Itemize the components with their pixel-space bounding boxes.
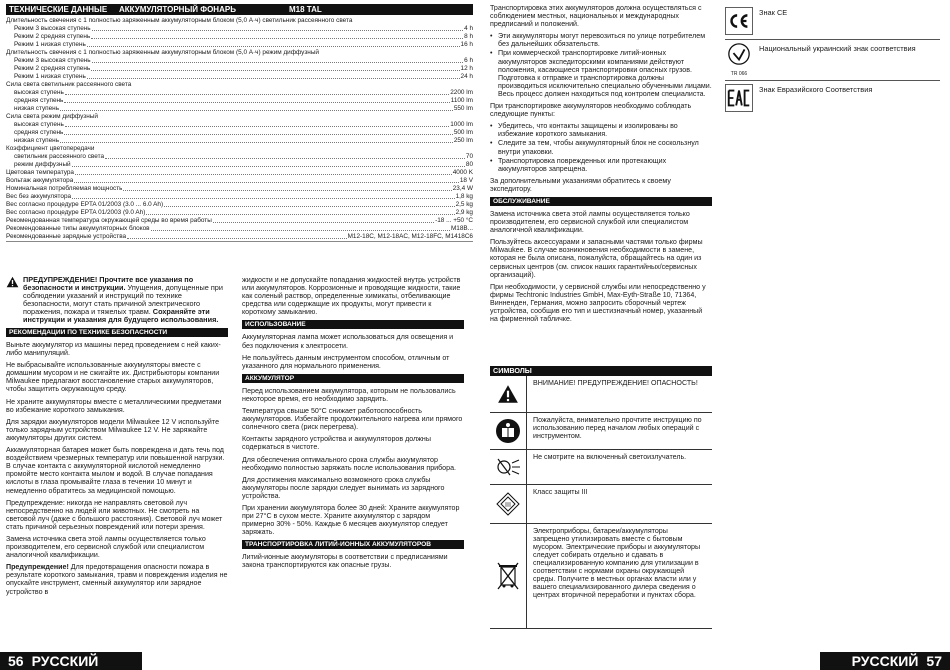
transport-list-2 <box>490 122 712 173</box>
conformity-marks <box>725 4 940 116</box>
page-number-left: 56 <box>8 653 24 669</box>
warning-keep: Сохраняйте эти инструкции и указания для будущего использования. <box>23 307 219 324</box>
section-service: ОБСЛУЖИВАНИЕ <box>490 197 712 206</box>
spec-row <box>6 233 473 242</box>
symbol-row-warning <box>490 376 712 413</box>
ua-mark-group <box>725 42 753 77</box>
spec-label: Режим 3 высокая ступень <box>14 57 91 64</box>
safety-p3: Не храните аккумуляторы вместе с металлическими предметами во избежание короткого замыкания. <box>6 397 222 414</box>
spec-row <box>6 161 473 169</box>
spec-label: Сила света светильник рассеянного света <box>6 81 132 88</box>
language-right: РУССКИЙ <box>851 653 919 669</box>
mark-eac <box>725 81 940 116</box>
spec-value: 16 h <box>460 41 473 48</box>
spec-label: Номинальная потребляемая мощность <box>6 185 123 192</box>
spec-value: 18 V <box>459 177 473 184</box>
spec-row <box>6 105 473 113</box>
transport-p3: При транспортировке аккумуляторов необходимо соблюдать следующие пункты: <box>490 102 692 119</box>
spec-value: 4000 K <box>452 169 473 176</box>
spec-leader-dots <box>92 62 464 63</box>
safety-column <box>6 276 228 600</box>
mark-ua-label: Национальный украинский знак соответствия <box>759 44 916 53</box>
spec-label: Рекомендованные типы аккумуляторных блоков <box>6 225 150 232</box>
safety-p5: Аккамуляторная батарея может быть повреждена и дать течь под воздействием чрезмерных температур или повышенной нагрузки. В случае контакта с аккумуляторной кислотой немедленно промойте место контакта мылом и водой. В случае попадания кислоты в глаза промывайте глаза в течении 10 минут и немедленно обратитесь за медицинской помощью. <box>6 446 225 495</box>
spec-label: высокая ступень <box>14 89 64 96</box>
footer-right <box>820 652 950 670</box>
spec-value: 550 lm <box>453 105 473 112</box>
mark-ce <box>725 4 940 40</box>
spec-label: Вес без аккумулятора <box>6 193 72 200</box>
safety-p1: Выньте аккумулятор из машины перед проведением с ней каких-либо манипуляций. <box>6 341 221 358</box>
safety-p6: Предупреждение: никогда не направлять световой луч непосредственно на людей или животных. Не смотреть на световой луч (даже с большого расстояния). Световой луч может стать причиной серьезных повреждений или потери зрения. <box>6 498 223 531</box>
spec-value: 24 h <box>460 73 473 80</box>
safety-p8-text: Для предотвращения опасности пожара в результате короткого замыкания, травм и повреждения изделия не опускайте инструмент, сменный аккумулятор или зарядное устройство в <box>6 563 228 596</box>
spec-header-title: ТЕХНИЧЕСКИЕ ДАННЫЕ <box>9 5 108 14</box>
section-transport: ТРАНСПОРТИРОВКА ЛИТИЙ-ИОННЫХ АККУМУЛЯТОРОВ <box>242 540 464 549</box>
spec-leader-dots <box>60 110 453 111</box>
spec-label: высокая ступень <box>14 121 64 128</box>
usage-column <box>242 276 464 574</box>
technical-data <box>6 4 473 242</box>
spec-header <box>6 4 473 15</box>
spec-leader-dots <box>60 142 453 143</box>
safety-p8-lead: Предупреждение! <box>6 563 69 572</box>
spec-leader-dots <box>151 230 450 231</box>
section-battery: АККУМУЛЯТОР <box>242 374 464 383</box>
safety-continued: жидкости и не допускайте попадания жидкостей внутрь устройств или аккумуляторов. Коррозионные и проводящие жидкости, такие как соленый раствор, определенные химикаты, отбеливающие средства или содержащие их продукты, могут привести к короткому замыканию. <box>242 276 461 317</box>
service-p2: Пользуйтесь аксессуарами и запасными частями только фирмы Milwaukee. В случае возникновения необходимости в замене, которая не была описана, пожалуйста, обращайтесь на один из сервисных центров (см. список наших гарантийных/сервисных организаций). <box>490 238 703 279</box>
spec-value: 23,4 W <box>452 185 473 192</box>
spec-row <box>6 185 473 193</box>
spec-leader-dots <box>127 238 347 239</box>
spec-label: Рекомендованная температура окружающей среды во время работы <box>6 217 212 224</box>
safety-p2: Не выбрасывайте использованные аккумуляторы вместе с домашним мусором и не сжигайте их. Дистрибьюторы компании Milwaukee предлагают восстановление старых аккумуляторов, чтобы защитить окружающую среду. <box>6 361 220 394</box>
warning-triangle-icon <box>6 276 19 288</box>
spec-row <box>6 25 473 33</box>
spec-row <box>6 73 473 81</box>
service-p3: При необходимости, у сервисной службы или непосредственно у фирмы Techtronic Industries GmbH, Max-Eyth-Straße 10, 71364, Винненден, Германия, можно запросить сборочный чертеж устройства, сообщив его тип и шестизначный номер, указанный на фирменной табличке. <box>490 282 706 324</box>
spec-value: 80 <box>465 161 473 168</box>
spec-leader-dots <box>74 182 459 183</box>
spec-header-product: АККУМУЛЯТОРНЫЙ ФОНАРЬ <box>119 5 236 14</box>
spec-label: Длительность свечения с 1 полностью заряженным аккумуляторным блоком (5,0 А·ч) светильник рассеянного света <box>6 17 353 24</box>
spec-leader-dots <box>65 126 449 127</box>
symbol-text-weee: Электроприборы, батареи/аккумуляторы запрещено утилизировать вместе с бытовым мусором. Электрические приборы и аккумуляторы следует собирать отдельно и сдавать в специализированную компанию для утилизации в соответствии с нормами охраны окружающей среды. Получите в местных органах власти или у вашего специализированного дилера сведения о центрах вторичной переработки и пунктах сбора. <box>533 527 701 599</box>
usage-p2: Не пользуйтесь данным инструментом способом, отличным от указанного для нормального применения. <box>242 353 450 370</box>
battery-p2: Температура свыше 50°C снижает работоспособность аккумуляторов. Избегайте продолжительного нагрева или прямого солнечного света (риск перегрева). <box>242 407 463 432</box>
page-number-right: 57 <box>926 653 942 669</box>
spec-label: средняя ступень <box>14 97 64 104</box>
spec-label: низкая ступень <box>14 137 60 144</box>
list-item: • Следите за тем, чтобы аккумуляторный блок не соскользнул внутри упаковки. <box>490 139 712 155</box>
weee-bin-icon <box>490 524 527 628</box>
spec-row <box>6 97 473 105</box>
spec-leader-dots <box>75 174 452 175</box>
usage-p1: Аккумуляторная лампа может использоваться для освещения и без подключения к электросети. <box>242 333 454 350</box>
spec-value: 500 lm <box>453 129 473 136</box>
spec-value: 4 h <box>464 25 473 32</box>
mark-ua <box>725 40 940 81</box>
spec-label: Цветовая температура <box>6 169 74 176</box>
footer-left <box>0 652 142 670</box>
spec-row <box>6 217 473 225</box>
spec-label: низкая ступень <box>14 105 60 112</box>
page-right <box>475 0 950 670</box>
spec-value: -18 ... +50 °C <box>435 217 473 224</box>
spec-label: средняя ступень <box>14 129 64 136</box>
spec-leader-dots <box>65 94 449 95</box>
symbol-row-manual <box>490 413 712 450</box>
spec-row <box>6 41 473 49</box>
spec-label: светильник рассеянного света <box>14 153 105 160</box>
spec-row <box>6 169 473 177</box>
section-symbols: СИМВОЛЫ <box>490 366 712 376</box>
spec-row <box>6 129 473 137</box>
list-item: • Убедитесь, что контакты защищены и изолированы во избежание короткого замыкания. <box>490 122 712 138</box>
spec-value: M12-18C, M12-18AC, M12-18FC, M1418C6 <box>347 233 473 240</box>
spec-leader-dots <box>92 30 464 31</box>
spec-label: Режим 2 средняя ступень <box>14 33 91 40</box>
spec-value: 8 h <box>464 33 473 40</box>
symbol-text-no-staring: Не смотрите на включенный светоизлучатель. <box>533 453 687 461</box>
spec-label: Вес согласно процедуре EPTA 01/2003 (9.0 Ah) <box>6 209 146 216</box>
spec-leader-dots <box>64 102 449 103</box>
spec-value: 12 h <box>460 65 473 72</box>
safety-p8 <box>6 563 228 595</box>
spec-label: Вес согласно процедуре EPTA 01/2003 (3.0 ... 6.0 Ah) <box>6 201 164 208</box>
spec-value: 2,5 kg <box>455 201 473 208</box>
battery-p5: Для достижения максимально возможного срока службы аккумуляторы после зарядки следует вынимать из зарядного устройства. <box>242 475 445 500</box>
svg-text:III: III <box>505 502 511 509</box>
symbol-row-no-staring <box>490 450 712 485</box>
spec-leader-dots <box>105 158 465 159</box>
symbol-text-warning: ВНИМАНИЕ! ПРЕДУПРЕЖДЕНИЕ! ОПАСНОСТЬ! <box>533 379 698 387</box>
spec-label: Вольтаж аккумулятора <box>6 177 74 184</box>
transport-p4: За дополнительными указаниями обратитесь к своему экспедитору. <box>490 176 671 193</box>
spec-value: 1,8 kg <box>455 193 473 200</box>
transport-column <box>490 4 712 327</box>
list-item: • Транспортировка поврежденных или протекающих аккумуляторов запрещена. <box>490 157 712 173</box>
safety-p4: Для зарядки аккумуляторов модели Milwaukee 12 V используйте только зарядным устройством Milwaukee 12 V. Не заряжайте аккумуляторы других систем. <box>6 417 220 442</box>
service-p1: Замена источника света этой лампы осуществляется только производителем, его сервисной службой или специалистом аналогичной квалификации. <box>490 209 690 235</box>
eac-mark-icon <box>725 83 753 113</box>
ce-mark-icon <box>725 6 753 36</box>
spec-value: 1100 lm <box>450 97 473 104</box>
spec-leader-dots <box>146 214 454 215</box>
list-item: • Эти аккумуляторы могут перевозиться по улице потребителем без дальнейших обязательств. <box>490 32 712 48</box>
spec-row <box>6 49 473 57</box>
spec-value: 2200 lm <box>450 89 473 96</box>
spec-leader-dots <box>87 78 460 79</box>
warning-lead: ПРЕДУПРЕЖДЕНИЕ! Прочтите все указания по безопасности и инструкции. <box>23 275 194 292</box>
spec-row <box>6 193 473 201</box>
spec-header-model: M18 TAL <box>289 5 322 14</box>
mark-ce-label: Знак CE <box>759 8 788 17</box>
section-usage: ИСПОЛЬЗОВАНИЕ <box>242 320 464 329</box>
spec-label: Коэффициент цветопередачи <box>6 145 95 152</box>
spec-row <box>6 33 473 41</box>
symbol-row-class3 <box>490 485 712 524</box>
read-manual-icon <box>490 413 527 449</box>
spec-value: 6 h <box>464 57 473 64</box>
spec-label: режим диффузный <box>14 161 71 168</box>
spec-row <box>6 137 473 145</box>
transport-p2: Транспортировка этих аккумуляторов должна осуществляться с соблюдением местных, национальных и международных предписаний и положений. <box>490 4 702 29</box>
spec-leader-dots <box>123 190 451 191</box>
spec-label: Сила света режим диффузный <box>6 113 98 120</box>
spec-row <box>6 89 473 97</box>
spec-leader-dots <box>72 166 465 167</box>
mark-eac-label: Знак Евразийского Соответствия <box>759 85 873 94</box>
warning-triangle-icon <box>490 376 527 412</box>
spec-value: 70 <box>465 153 473 160</box>
class-iii-icon <box>490 485 527 523</box>
spec-leader-dots <box>213 222 434 223</box>
spec-row <box>6 201 473 209</box>
spec-value: 250 lm <box>453 137 473 144</box>
list-item: • При коммерческой транспортировке литий-ионных аккумуляторов экспедиторскими компаниями действуют положения, касающиеся транспортировки опасных грузов. Подготовка к отправке и транспортировка должны производиться исключительно специально обученными лицами. Весь процесс должен находиться под контролем специалиста. <box>490 49 712 98</box>
spec-row <box>6 145 473 153</box>
symbols-column <box>490 362 712 629</box>
spec-leader-dots <box>91 38 463 39</box>
ua-mark-icon <box>725 42 753 66</box>
battery-p1: Перед использованием аккумулятора, которым не пользовались некоторое время, его необходимо зарядить. <box>242 386 456 403</box>
symbol-row-weee <box>490 524 712 629</box>
battery-p6: При хранении аккумулятора более 30 дней: Храните аккумулятор при 27°C в сухом месте. Храните аккумулятор с зарядом примерно 30% - 50%. Каждые 6 месяцев аккумулятор следует заряжать. <box>242 503 460 537</box>
spec-label: Длительность свечения с 1 полностью заряженным аккумуляторным блоком (5,0 А·ч) режим диффузный <box>6 49 320 56</box>
spec-label: Режим 3 высокая ступень <box>14 25 91 32</box>
safety-p7: Замена источника света этой лампы осуществляется только производителем, его сервисной службой или специалистом аналогичной квалификации. <box>6 534 206 560</box>
spec-label: Режим 2 средняя ступень <box>14 65 91 72</box>
spec-row <box>6 177 473 185</box>
spec-value: 2,9 kg <box>455 209 473 216</box>
spec-label: Рекомендованные зарядные устройства <box>6 233 127 240</box>
spec-value: 1000 lm <box>450 121 473 128</box>
spec-leader-dots <box>87 46 460 47</box>
spec-row <box>6 121 473 129</box>
spec-row <box>6 153 473 161</box>
language-left: РУССКИЙ <box>31 653 99 669</box>
battery-p3: Контакты зарядного устройства и аккумуляторов должны содержаться в чистоте. <box>242 435 431 452</box>
spec-leader-dots <box>72 198 455 199</box>
spec-leader-dots <box>164 206 454 207</box>
spec-row <box>6 209 473 217</box>
spec-row <box>6 57 473 65</box>
symbol-text-class3: Класс защиты III <box>533 488 588 496</box>
spec-label: Режим 1 низкая ступень <box>14 41 86 48</box>
spec-table <box>6 17 473 242</box>
spec-leader-dots <box>64 134 452 135</box>
spec-row <box>6 81 473 89</box>
spec-row <box>6 225 473 233</box>
symbol-text-manual: Пожалуйста, внимательно прочтите инструкцию по использованию перед началом любых операций с инструментом. <box>533 416 702 440</box>
spec-row <box>6 113 473 121</box>
transport-p1: Литий-ионные аккумуляторы в соответствии с предписаниями закона транспортируются как опасные грузы. <box>242 553 448 570</box>
spec-row <box>6 65 473 73</box>
ua-mark-code: TR 066 <box>730 71 748 77</box>
spec-leader-dots <box>91 70 459 71</box>
transport-list-1 <box>490 32 712 98</box>
spec-value: M18B... <box>450 225 473 232</box>
battery-p4: Для обеспечения оптимального срока службы аккумулятор необходимо полностью заряжать после использования прибора. <box>242 455 456 472</box>
section-safety: РЕКОМЕНДАЦИИ ПО ТЕХНИКЕ БЕЗОПАСНОСТИ <box>6 328 228 337</box>
no-staring-icon <box>490 450 527 484</box>
spec-label: Режим 1 низкая ступень <box>14 73 86 80</box>
warning-text: Упущения, допущенные при соблюдении указаний и инструкций по технике безопасности, могут стать причиной электрического поражения, пожара и тяжелых травм. <box>23 283 223 316</box>
general-warning <box>6 276 228 324</box>
spec-row <box>6 17 473 25</box>
